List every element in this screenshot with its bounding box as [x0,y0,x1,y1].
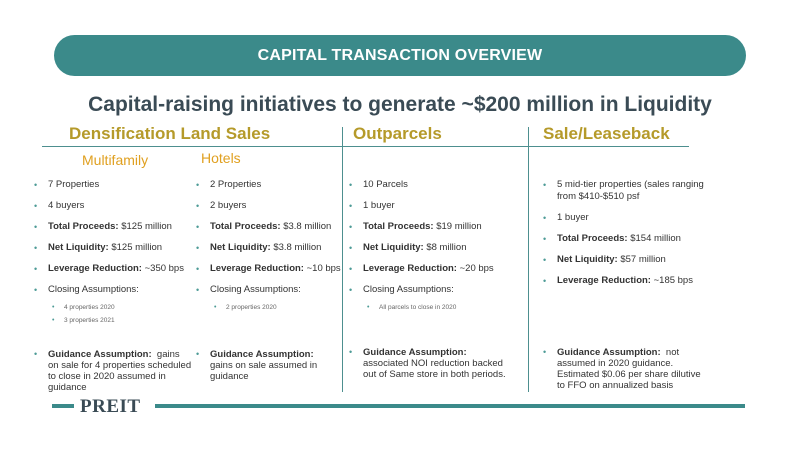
list-item [34,263,194,275]
list-item: • 10 Parcels [349,179,524,191]
label: Guidance Assumption: [557,347,661,358]
label: Net Liquidity: [557,254,618,265]
value: associated NOI reduction backed out of Same store in both periods. [363,358,506,380]
list-item [349,242,524,254]
label: Leverage Reduction: [363,263,457,274]
value: $3.8 million [273,242,322,253]
label: Guidance Assumption: [48,349,152,360]
label: Total Proceeds: [48,221,119,232]
list-item [349,221,524,233]
list-item [34,242,194,254]
list-item [349,263,524,275]
outparcels-column [349,179,524,318]
list-item: • Closing Assumptions: [34,284,194,296]
header-divider [42,146,689,147]
label: Guidance Assumption: [363,347,467,358]
list-item: • 4 buyers [34,200,194,212]
value: $125 million [121,221,172,232]
value: ~185 bps [653,275,693,286]
footer-line-right [155,404,745,408]
subheading-hotels: Hotels [201,150,241,166]
label: Guidance Assumption: [210,349,314,360]
headline: Capital-raising initiatives to generate ~$200 million in Liquidity [88,93,712,116]
sub-item: • All parcels to close in 2020 [349,303,524,312]
sub-item: • 4 properties 2020 [34,303,194,312]
list-item [196,263,341,275]
footer-line-left [52,404,74,408]
section-sale-leaseback: Sale/Leaseback [543,124,670,143]
sale-leaseback-guidance [543,347,705,391]
value: $57 million [620,254,666,265]
list-item: • 5 mid-tier properties (sales ranging from $410-$510 psf [543,179,713,203]
column-divider-1 [342,127,343,392]
value: gains on sale assumed in guidance [210,360,318,382]
value: ~10 bps [306,263,341,274]
label: Net Liquidity: [48,242,109,253]
label: Total Proceeds: [363,221,434,232]
list-item: • 1 buyer [543,212,713,224]
banner-title: CAPITAL TRANSACTION OVERVIEW [257,46,543,64]
list-item: • 2 buyers [196,200,341,212]
column-divider-2 [528,127,529,392]
multifamily-guidance [34,349,192,393]
list-item [543,233,713,245]
value: $125 million [111,242,163,253]
section-densification: Densification Land Sales [69,124,271,143]
outparcels-guidance [349,347,509,380]
multifamily-column [34,179,194,331]
list-item: • 7 Properties [34,179,194,191]
hotels-column [196,179,341,318]
label: Total Proceeds: [557,233,628,244]
sale-leaseback-column [543,179,713,296]
value: not assumed in 2020 guidance. Estimated $0.06 per share dilutive to FFO on annualized basis [557,347,701,391]
list-item [196,221,341,233]
sub-item: • 2 properties 2020 [196,303,341,312]
list-item [543,254,713,266]
list-item: • Closing Assumptions: [349,284,524,296]
hotels-guidance [196,349,340,382]
subheading-multifamily: Multifamily [82,152,149,168]
label: Total Proceeds: [210,221,281,232]
list-item: • Closing Assumptions: [196,284,341,296]
label: Leverage Reduction: [48,263,142,274]
list-item [34,221,194,233]
value: $3.8 million [283,221,332,232]
value: ~350 bps [144,263,184,274]
title-banner [54,35,746,76]
value: ~20 bps [459,263,494,274]
list-item [543,275,713,287]
label: Net Liquidity: [210,242,271,253]
label: Leverage Reduction: [557,275,651,286]
value: $8 million [426,242,467,253]
value: $154 million [630,233,681,244]
list-item [196,242,341,254]
section-outparcels: Outparcels [353,124,442,143]
label: Net Liquidity: [363,242,424,253]
list-item: • 2 Properties [196,179,341,191]
label: Leverage Reduction: [210,263,304,274]
value: gains on sale for 4 properties scheduled to close in 2020 assumed in guidance [48,349,192,393]
value: $19 million [436,221,482,232]
sub-item: • 3 properties 2021 [34,316,194,325]
preit-logo: PREIT [80,396,141,417]
list-item: • 1 buyer [349,200,524,212]
